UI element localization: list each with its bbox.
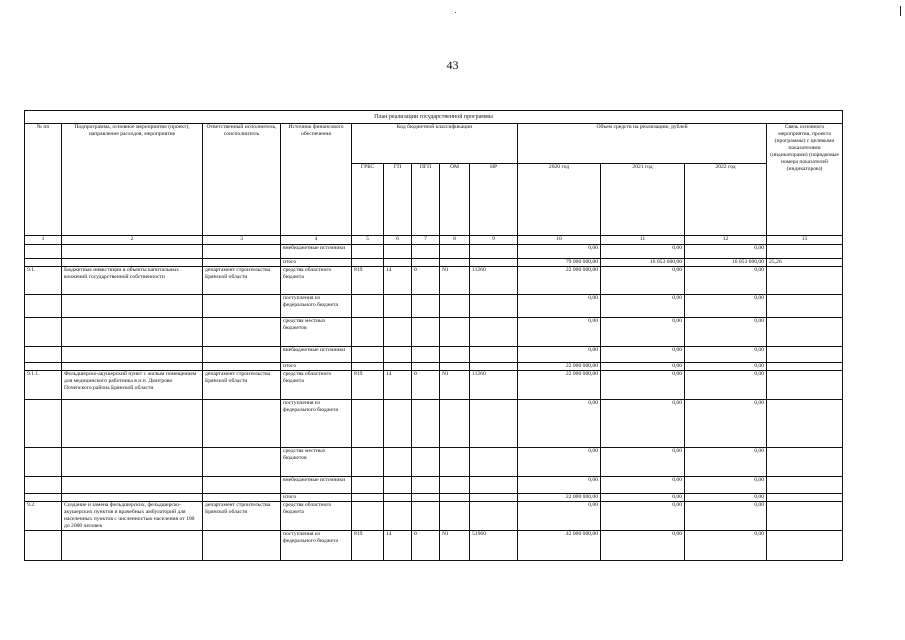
row-link [767, 318, 843, 347]
table-row [25, 267, 843, 295]
row-source: поступления из федерального бюджета [281, 531, 352, 561]
row-om [440, 477, 470, 494]
table-row [25, 295, 843, 318]
col-number: 8 [440, 236, 470, 245]
row-value-2020: 0,00 [518, 448, 601, 477]
col-number: 6 [384, 236, 412, 245]
row-pgp [412, 494, 440, 502]
row-source: внебюджетные источники [281, 477, 352, 494]
row-value-2021: 0,00 [601, 502, 685, 531]
header-num: № пп [25, 124, 62, 236]
table-row [25, 245, 843, 259]
header-2020: 2020 год [518, 164, 601, 236]
row-name [62, 295, 203, 318]
row-name [62, 318, 203, 347]
row-link [767, 494, 843, 502]
row-nr [470, 295, 518, 318]
row-value-2020: 22 000 000,00 [518, 363, 601, 371]
row-gp [384, 259, 412, 267]
row-source: средства областного бюджета [281, 502, 352, 531]
row-responsible [203, 400, 281, 448]
row-grbs: 819 [352, 267, 384, 295]
row-nr [470, 448, 518, 477]
header-nr: НР [470, 164, 518, 236]
row-grbs [352, 318, 384, 347]
col-number: 12 [685, 236, 767, 245]
row-name [62, 494, 203, 502]
header-grbs: ГРБС [352, 164, 384, 236]
row-value-2022: 0,00 [685, 363, 767, 371]
row-value-2020: 0,00 [518, 502, 601, 531]
row-value-2020: 0,00 [518, 347, 601, 363]
row-source: внебюджетные источники [281, 347, 352, 363]
row-responsible [203, 363, 281, 371]
row-pgp [412, 448, 440, 477]
row-number [25, 477, 62, 494]
scan-speck [455, 12, 456, 13]
row-om [440, 400, 470, 448]
row-value-2022: 0,00 [685, 477, 767, 494]
row-name [62, 347, 203, 363]
row-pgp [412, 502, 440, 531]
col-number: 10 [518, 236, 601, 245]
header-volume: Объем средств на реализацию, рублей [518, 124, 767, 164]
row-link [767, 347, 843, 363]
row-value-2020: 0,00 [518, 245, 601, 259]
row-name: Бюджетные инвестиции в объекты капитальных вложений государственной собственности [62, 267, 203, 295]
header-source: Источник финансового обеспечения [281, 124, 352, 236]
row-number [25, 531, 62, 561]
row-link [767, 295, 843, 318]
row-responsible: департамент строительства Брянской области [203, 371, 281, 400]
row-nr [470, 347, 518, 363]
scan-mark [900, 6, 901, 16]
table-title: План реализации государственной программы [24, 110, 843, 124]
table-row [25, 363, 843, 371]
row-grbs [352, 245, 384, 259]
row-number [25, 400, 62, 448]
table-row [25, 371, 843, 400]
header-responsible: Ответственный исполнитель, соисполнитель [203, 124, 281, 236]
row-gp [384, 502, 412, 531]
row-link [767, 400, 843, 448]
row-gp [384, 494, 412, 502]
row-link [767, 267, 843, 295]
row-value-2021: 0,00 [601, 531, 685, 561]
row-value-2022: 0,00 [685, 502, 767, 531]
row-number: 9.1.1. [25, 371, 62, 400]
header-kbk: Код бюджетной классификации [352, 124, 518, 164]
row-source: итого [281, 363, 352, 371]
row-nr [470, 245, 518, 259]
header-om: ОМ [440, 164, 470, 236]
row-responsible [203, 318, 281, 347]
row-om: N1 [440, 267, 470, 295]
row-nr [470, 494, 518, 502]
row-value-2021: 0,00 [601, 363, 685, 371]
row-value-2021: 16 053 600,00 [601, 259, 685, 267]
row-link [767, 448, 843, 477]
row-name: Создание и замена фельдшерских, фельдшерско-акушерских пунктов и врачебных амбулаторий для населенных пунктов с численностью населения от 100 до 2000 человек [62, 502, 203, 531]
col-number: 4 [281, 236, 352, 245]
table-row [25, 494, 843, 502]
row-pgp [412, 400, 440, 448]
row-om [440, 494, 470, 502]
row-source: итого [281, 494, 352, 502]
row-responsible [203, 295, 281, 318]
row-responsible [203, 245, 281, 259]
table-row [25, 448, 843, 477]
table-row [25, 502, 843, 531]
row-value-2020: 79 000 000,00 [518, 259, 601, 267]
row-nr: 11260 [470, 267, 518, 295]
row-link [767, 477, 843, 494]
row-om [440, 363, 470, 371]
row-responsible [203, 531, 281, 561]
row-gp [384, 295, 412, 318]
row-link [767, 502, 843, 531]
row-name [62, 245, 203, 259]
row-om: N1 [440, 371, 470, 400]
row-pgp [412, 295, 440, 318]
row-value-2021: 0,00 [601, 245, 685, 259]
header-2022: 2022 год [685, 164, 767, 236]
row-pgp [412, 259, 440, 267]
row-om [440, 245, 470, 259]
row-name [62, 477, 203, 494]
row-grbs: 819 [352, 531, 384, 561]
row-value-2020: 0,00 [518, 477, 601, 494]
row-link [767, 371, 843, 400]
row-grbs [352, 347, 384, 363]
header-2021: 2021 год [601, 164, 685, 236]
row-grbs [352, 494, 384, 502]
row-nr [470, 400, 518, 448]
row-value-2020: 0,00 [518, 295, 601, 318]
header-gp: ГП [384, 164, 412, 236]
row-grbs [352, 477, 384, 494]
col-number: 3 [203, 236, 281, 245]
row-value-2021: 0,00 [601, 318, 685, 347]
header-name: Подпрограмма, основное мероприятие (проект), направление расходов, мероприятие [62, 124, 203, 236]
col-number: 2 [62, 236, 203, 245]
row-grbs [352, 502, 384, 531]
row-responsible [203, 494, 281, 502]
row-value-2022: 16 053 600,00 [685, 259, 767, 267]
table-row [25, 477, 843, 494]
row-responsible: департамент строительства Брянской области [203, 502, 281, 531]
table-row [25, 531, 843, 561]
row-link [767, 531, 843, 561]
table-row [25, 347, 843, 363]
row-value-2021: 0,00 [601, 347, 685, 363]
row-nr [470, 363, 518, 371]
row-om [440, 318, 470, 347]
row-pgp: 0 [412, 531, 440, 561]
row-grbs [352, 363, 384, 371]
row-value-2020: 22 000 000,00 [518, 371, 601, 400]
row-om [440, 502, 470, 531]
row-number: 9.1. [25, 267, 62, 295]
row-name [62, 448, 203, 477]
col-number: 9 [470, 236, 518, 245]
row-om [440, 448, 470, 477]
row-value-2021: 0,00 [601, 494, 685, 502]
row-value-2021: 0,00 [601, 267, 685, 295]
row-pgp [412, 245, 440, 259]
row-value-2022: 0,00 [685, 531, 767, 561]
row-number [25, 295, 62, 318]
row-gp [384, 347, 412, 363]
row-gp [384, 363, 412, 371]
row-name [62, 531, 203, 561]
table-row [25, 400, 843, 448]
row-link: 25,26 [767, 259, 843, 267]
header-row-main [25, 124, 843, 164]
row-number [25, 494, 62, 502]
table-row [25, 259, 843, 267]
row-grbs [352, 259, 384, 267]
row-gp: 14 [384, 531, 412, 561]
row-responsible [203, 477, 281, 494]
row-link [767, 245, 843, 259]
row-responsible [203, 347, 281, 363]
row-link [767, 363, 843, 371]
row-nr [470, 318, 518, 347]
row-number: 9.2. [25, 502, 62, 531]
row-value-2021: 0,00 [601, 400, 685, 448]
row-number [25, 318, 62, 347]
row-number [25, 259, 62, 267]
row-gp [384, 477, 412, 494]
row-value-2022: 0,00 [685, 400, 767, 448]
row-value-2022: 0,00 [685, 295, 767, 318]
row-name [62, 400, 203, 448]
row-number [25, 448, 62, 477]
row-value-2021: 0,00 [601, 448, 685, 477]
row-value-2020: 0,00 [518, 318, 601, 347]
table-row [25, 318, 843, 347]
row-value-2020: 22 000 000,00 [518, 267, 601, 295]
col-number: 5 [352, 236, 384, 245]
row-nr: 51960 [470, 531, 518, 561]
row-gp [384, 318, 412, 347]
row-value-2022: 0,00 [685, 267, 767, 295]
row-nr [470, 477, 518, 494]
page-number: 43 [446, 58, 459, 72]
col-number: 7 [412, 236, 440, 245]
header-pgp: ПГП [412, 164, 440, 236]
row-responsible [203, 259, 281, 267]
column-number-row [25, 236, 843, 245]
row-value-2022: 0,00 [685, 371, 767, 400]
row-om [440, 347, 470, 363]
row-pgp [412, 363, 440, 371]
row-gp: 14 [384, 371, 412, 400]
row-pgp: 0 [412, 371, 440, 400]
row-responsible: департамент строительства Брянской области [203, 267, 281, 295]
row-number [25, 363, 62, 371]
row-responsible [203, 448, 281, 477]
col-number: 13 [767, 236, 843, 245]
row-source: итого [281, 259, 352, 267]
row-number [25, 245, 62, 259]
row-number [25, 347, 62, 363]
row-value-2021: 0,00 [601, 371, 685, 400]
row-gp [384, 245, 412, 259]
col-number: 1 [25, 236, 62, 245]
row-nr [470, 502, 518, 531]
row-source: внебюджетные источники [281, 245, 352, 259]
row-gp [384, 400, 412, 448]
row-om: N1 [440, 531, 470, 561]
row-source: средства областного бюджета [281, 371, 352, 400]
col-number: 11 [601, 236, 685, 245]
row-value-2020: 0,00 [518, 400, 601, 448]
row-name [62, 363, 203, 371]
row-value-2022: 0,00 [685, 347, 767, 363]
row-name [62, 259, 203, 267]
row-nr: 11260 [470, 371, 518, 400]
row-grbs [352, 400, 384, 448]
row-om [440, 259, 470, 267]
row-value-2020: 22 000 000,00 [518, 494, 601, 502]
row-value-2022: 0,00 [685, 245, 767, 259]
row-pgp: 0 [412, 267, 440, 295]
row-source: поступления из федерального бюджета [281, 295, 352, 318]
row-grbs: 819 [352, 371, 384, 400]
row-source: средства областного бюджета [281, 267, 352, 295]
row-om [440, 295, 470, 318]
row-value-2021: 0,00 [601, 477, 685, 494]
row-source: средства местных бюджетов [281, 448, 352, 477]
row-gp: 14 [384, 267, 412, 295]
row-pgp [412, 318, 440, 347]
row-pgp [412, 477, 440, 494]
row-grbs [352, 295, 384, 318]
row-value-2022: 0,00 [685, 448, 767, 477]
row-pgp [412, 347, 440, 363]
row-source: средства местных бюджетов [281, 318, 352, 347]
row-value-2022: 0,00 [685, 494, 767, 502]
program-plan-table [24, 123, 843, 561]
row-source: поступления из федерального бюджета [281, 400, 352, 448]
row-gp [384, 448, 412, 477]
row-name: Фельдшерско-акушерский пункт с жилым помещением для медицинского работника в н.п. Дмитрово Почепского района Брянской области [62, 371, 203, 400]
header-link: Связь основного мероприятия, проекта (программы) с целевыми показателями (индикаторами) (порядковые номера показателей (индикаторов)) [767, 124, 843, 236]
row-value-2021: 0,00 [601, 295, 685, 318]
row-grbs [352, 448, 384, 477]
row-value-2020: 42 000 000,00 [518, 531, 601, 561]
row-nr [470, 259, 518, 267]
row-value-2022: 0,00 [685, 318, 767, 347]
